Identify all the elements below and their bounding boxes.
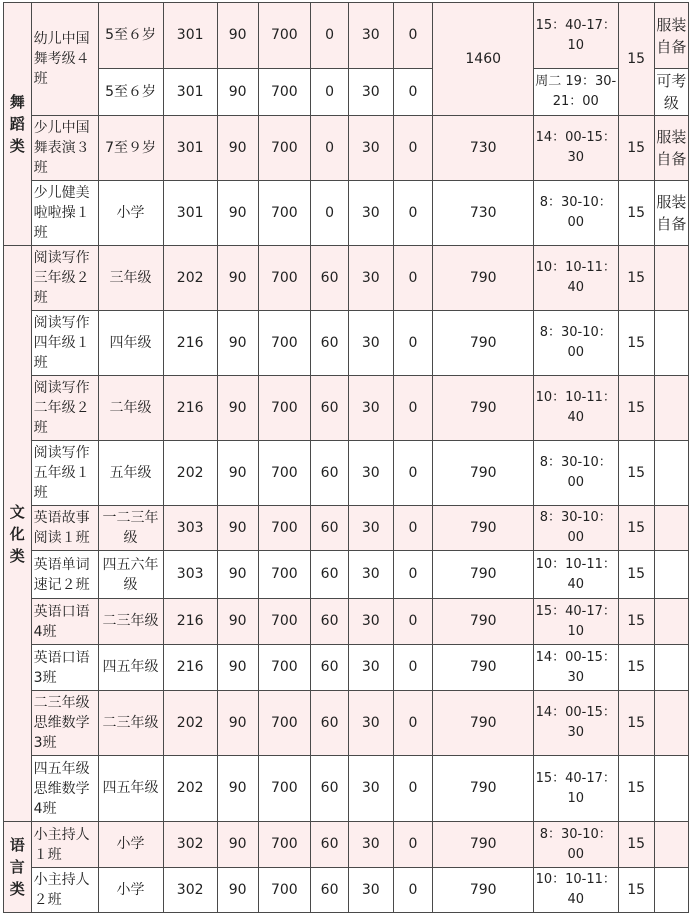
age-cell: 二年级: [98, 376, 163, 441]
time-cell: 8：30-10：00: [533, 506, 618, 551]
fee-cell: 700: [258, 691, 310, 756]
time-cell: 15：40-17：10: [533, 3, 618, 69]
table-row: [4, 441, 689, 506]
minutes-cell: 90: [217, 181, 258, 246]
total-cell: 790: [433, 756, 534, 822]
material-fee-cell: 60: [311, 599, 349, 645]
sessions-cell: 15: [618, 599, 654, 645]
total-cell: 790: [433, 599, 534, 645]
fee-cell: 700: [258, 756, 310, 822]
course-name-cell: 阅读写作三年级２班: [31, 246, 98, 311]
course-name-cell: 英语口语3班: [31, 645, 98, 691]
room-cell: 216: [163, 311, 217, 376]
extra-fee-cell: 30: [349, 756, 393, 822]
material-fee-cell: 60: [311, 376, 349, 441]
table-row: [4, 822, 689, 868]
age-cell: 四五年级: [98, 756, 163, 822]
table-row: [4, 311, 689, 376]
material-fee-cell: 60: [311, 506, 349, 551]
note-cell: [654, 311, 688, 376]
course-name-cell: 英语故事阅读１班: [31, 506, 98, 551]
sessions-cell: 15: [618, 3, 654, 116]
material-fee-cell: 60: [311, 691, 349, 756]
total-cell: 790: [433, 506, 534, 551]
other-fee-cell: 0: [393, 3, 433, 69]
note-cell: 服装自备: [654, 3, 688, 69]
room-cell: 202: [163, 441, 217, 506]
extra-fee-cell: 30: [349, 822, 393, 868]
extra-fee-cell: 30: [349, 376, 393, 441]
fee-cell: 700: [258, 868, 310, 913]
note-cell: [654, 756, 688, 822]
age-cell: 四五六年级: [98, 551, 163, 599]
fee-cell: 700: [258, 116, 310, 181]
extra-fee-cell: 30: [349, 441, 393, 506]
total-cell: 1460: [433, 3, 534, 116]
sessions-cell: 15: [618, 756, 654, 822]
total-cell: 790: [433, 868, 534, 913]
extra-fee-cell: 30: [349, 599, 393, 645]
fee-cell: 700: [258, 822, 310, 868]
minutes-cell: 90: [217, 3, 258, 69]
extra-fee-cell: 30: [349, 645, 393, 691]
total-cell: 790: [433, 645, 534, 691]
other-fee-cell: 0: [393, 181, 433, 246]
note-cell: [654, 506, 688, 551]
total-cell: 790: [433, 311, 534, 376]
material-fee-cell: 60: [311, 822, 349, 868]
other-fee-cell: 0: [393, 246, 433, 311]
total-cell: 790: [433, 691, 534, 756]
age-cell: 二三年级: [98, 599, 163, 645]
other-fee-cell: 0: [393, 868, 433, 913]
material-fee-cell: 60: [311, 441, 349, 506]
sessions-cell: 15: [618, 868, 654, 913]
room-cell: 216: [163, 645, 217, 691]
note-cell: [654, 246, 688, 311]
time-cell: 14：00-15：30: [533, 691, 618, 756]
extra-fee-cell: 30: [349, 181, 393, 246]
table-row: [4, 868, 689, 913]
table-row: [4, 756, 689, 822]
note-cell: 服装自备: [654, 181, 688, 246]
sessions-cell: 15: [618, 551, 654, 599]
table-row: [4, 376, 689, 441]
total-cell: 790: [433, 376, 534, 441]
material-fee-cell: 60: [311, 246, 349, 311]
sessions-cell: 15: [618, 376, 654, 441]
sessions-cell: 15: [618, 691, 654, 756]
material-fee-cell: 60: [311, 645, 349, 691]
other-fee-cell: 0: [393, 691, 433, 756]
minutes-cell: 90: [217, 311, 258, 376]
time-cell: 8：30-10：00: [533, 181, 618, 246]
time-cell: 10：10-11：40: [533, 868, 618, 913]
other-fee-cell: 0: [393, 822, 433, 868]
table-row: [4, 506, 689, 551]
fee-cell: 700: [258, 181, 310, 246]
age-cell: 四五年级: [98, 645, 163, 691]
extra-fee-cell: 30: [349, 551, 393, 599]
time-cell: 15：40-17：10: [533, 756, 618, 822]
extra-fee-cell: 30: [349, 691, 393, 756]
table-row: [4, 3, 689, 69]
time-cell: 10：10-11：40: [533, 376, 618, 441]
sessions-cell: 15: [618, 645, 654, 691]
room-cell: 202: [163, 246, 217, 311]
fee-cell: 700: [258, 551, 310, 599]
sessions-cell: 15: [618, 311, 654, 376]
course-name-cell: 英语单词速记２班: [31, 551, 98, 599]
note-cell: [654, 691, 688, 756]
total-cell: 790: [433, 551, 534, 599]
fee-cell: 700: [258, 311, 310, 376]
minutes-cell: 90: [217, 69, 258, 116]
minutes-cell: 90: [217, 441, 258, 506]
room-cell: 301: [163, 69, 217, 116]
course-name-cell: 二三年级思维数学3班: [31, 691, 98, 756]
fee-cell: 700: [258, 599, 310, 645]
minutes-cell: 90: [217, 551, 258, 599]
minutes-cell: 90: [217, 645, 258, 691]
course-name-cell: 少儿健美啦啦操１班: [31, 181, 98, 246]
table-row: [4, 116, 689, 181]
other-fee-cell: 0: [393, 599, 433, 645]
note-cell: [654, 822, 688, 868]
fee-cell: 700: [258, 441, 310, 506]
note-cell: [654, 645, 688, 691]
time-cell: 周二 19：30-21：00: [533, 69, 618, 116]
table-row: [4, 181, 689, 246]
material-fee-cell: 60: [311, 311, 349, 376]
age-cell: 三年级: [98, 246, 163, 311]
other-fee-cell: 0: [393, 551, 433, 599]
category-label-dance: 舞蹈类: [4, 3, 32, 246]
table-row: [4, 645, 689, 691]
time-cell: 8：30-10：00: [533, 822, 618, 868]
room-cell: 301: [163, 3, 217, 69]
total-cell: 730: [433, 116, 534, 181]
material-fee-cell: 60: [311, 868, 349, 913]
other-fee-cell: 0: [393, 441, 433, 506]
extra-fee-cell: 30: [349, 506, 393, 551]
course-name-cell: 阅读写作五年级１班: [31, 441, 98, 506]
time-cell: 10：10-11：40: [533, 551, 618, 599]
room-cell: 302: [163, 822, 217, 868]
category-label-language: 语言类: [4, 822, 32, 913]
other-fee-cell: 0: [393, 506, 433, 551]
time-cell: 14：00-15：30: [533, 116, 618, 181]
minutes-cell: 90: [217, 822, 258, 868]
course-name-cell: 小主持人１班: [31, 822, 98, 868]
other-fee-cell: 0: [393, 69, 433, 116]
category-label-culture: 文化类: [4, 246, 32, 822]
note-cell: [654, 599, 688, 645]
age-cell: 5至６岁: [98, 3, 163, 69]
table-row: [4, 69, 689, 116]
course-name-cell: 四五年级思维数学4班: [31, 756, 98, 822]
other-fee-cell: 0: [393, 311, 433, 376]
note-cell: [654, 551, 688, 599]
total-cell: 790: [433, 246, 534, 311]
course-name-cell: 少儿中国舞表演３班: [31, 116, 98, 181]
note-cell: [654, 868, 688, 913]
room-cell: 202: [163, 756, 217, 822]
table-row: [4, 599, 689, 645]
other-fee-cell: 0: [393, 756, 433, 822]
other-fee-cell: 0: [393, 645, 433, 691]
total-cell: 790: [433, 822, 534, 868]
sessions-cell: 15: [618, 246, 654, 311]
sessions-cell: 15: [618, 116, 654, 181]
age-cell: 5至６岁: [98, 69, 163, 116]
room-cell: 303: [163, 551, 217, 599]
age-cell: 四年级: [98, 311, 163, 376]
minutes-cell: 90: [217, 868, 258, 913]
room-cell: 301: [163, 116, 217, 181]
minutes-cell: 90: [217, 756, 258, 822]
age-cell: 一二三年级: [98, 506, 163, 551]
table-row: [4, 246, 689, 311]
room-cell: 216: [163, 376, 217, 441]
extra-fee-cell: 30: [349, 69, 393, 116]
sessions-cell: 15: [618, 181, 654, 246]
extra-fee-cell: 30: [349, 311, 393, 376]
extra-fee-cell: 30: [349, 868, 393, 913]
extra-fee-cell: 30: [349, 3, 393, 69]
table-row: [4, 691, 689, 756]
course-schedule-table: [3, 2, 689, 913]
minutes-cell: 90: [217, 116, 258, 181]
sessions-cell: 15: [618, 822, 654, 868]
age-cell: 五年级: [98, 441, 163, 506]
sessions-cell: 15: [618, 441, 654, 506]
fee-cell: 700: [258, 3, 310, 69]
note-cell: [654, 376, 688, 441]
material-fee-cell: 0: [311, 116, 349, 181]
age-cell: 二三年级: [98, 691, 163, 756]
material-fee-cell: 0: [311, 3, 349, 69]
material-fee-cell: 60: [311, 756, 349, 822]
course-name-cell: 英语口语4班: [31, 599, 98, 645]
minutes-cell: 90: [217, 376, 258, 441]
note-cell: [654, 441, 688, 506]
material-fee-cell: 0: [311, 181, 349, 246]
course-name-cell: 小主持人２班: [31, 868, 98, 913]
age-cell: 7至９岁: [98, 116, 163, 181]
note-cell: 服装自备: [654, 116, 688, 181]
other-fee-cell: 0: [393, 376, 433, 441]
fee-cell: 700: [258, 645, 310, 691]
course-name-cell: 阅读写作四年级１班: [31, 311, 98, 376]
extra-fee-cell: 30: [349, 246, 393, 311]
time-cell: 8：30-10：00: [533, 441, 618, 506]
note-cell: 可考级: [654, 69, 688, 116]
room-cell: 216: [163, 599, 217, 645]
table-row: [4, 551, 689, 599]
total-cell: 790: [433, 441, 534, 506]
material-fee-cell: 60: [311, 551, 349, 599]
minutes-cell: 90: [217, 599, 258, 645]
fee-cell: 700: [258, 69, 310, 116]
material-fee-cell: 0: [311, 69, 349, 116]
fee-cell: 700: [258, 506, 310, 551]
extra-fee-cell: 30: [349, 116, 393, 181]
age-cell: 小学: [98, 822, 163, 868]
course-name-cell: 幼儿中国舞考级４班: [31, 3, 98, 116]
room-cell: 202: [163, 691, 217, 756]
fee-cell: 700: [258, 376, 310, 441]
room-cell: 301: [163, 181, 217, 246]
course-name-cell: 阅读写作二年级２班: [31, 376, 98, 441]
age-cell: 小学: [98, 868, 163, 913]
room-cell: 303: [163, 506, 217, 551]
time-cell: 10：10-11：40: [533, 246, 618, 311]
sessions-cell: 15: [618, 506, 654, 551]
time-cell: 8：30-10：00: [533, 311, 618, 376]
age-cell: 小学: [98, 181, 163, 246]
time-cell: 14：00-15：30: [533, 645, 618, 691]
minutes-cell: 90: [217, 506, 258, 551]
fee-cell: 700: [258, 246, 310, 311]
time-cell: 15：40-17：10: [533, 599, 618, 645]
other-fee-cell: 0: [393, 116, 433, 181]
room-cell: 302: [163, 868, 217, 913]
total-cell: 730: [433, 181, 534, 246]
minutes-cell: 90: [217, 246, 258, 311]
minutes-cell: 90: [217, 691, 258, 756]
